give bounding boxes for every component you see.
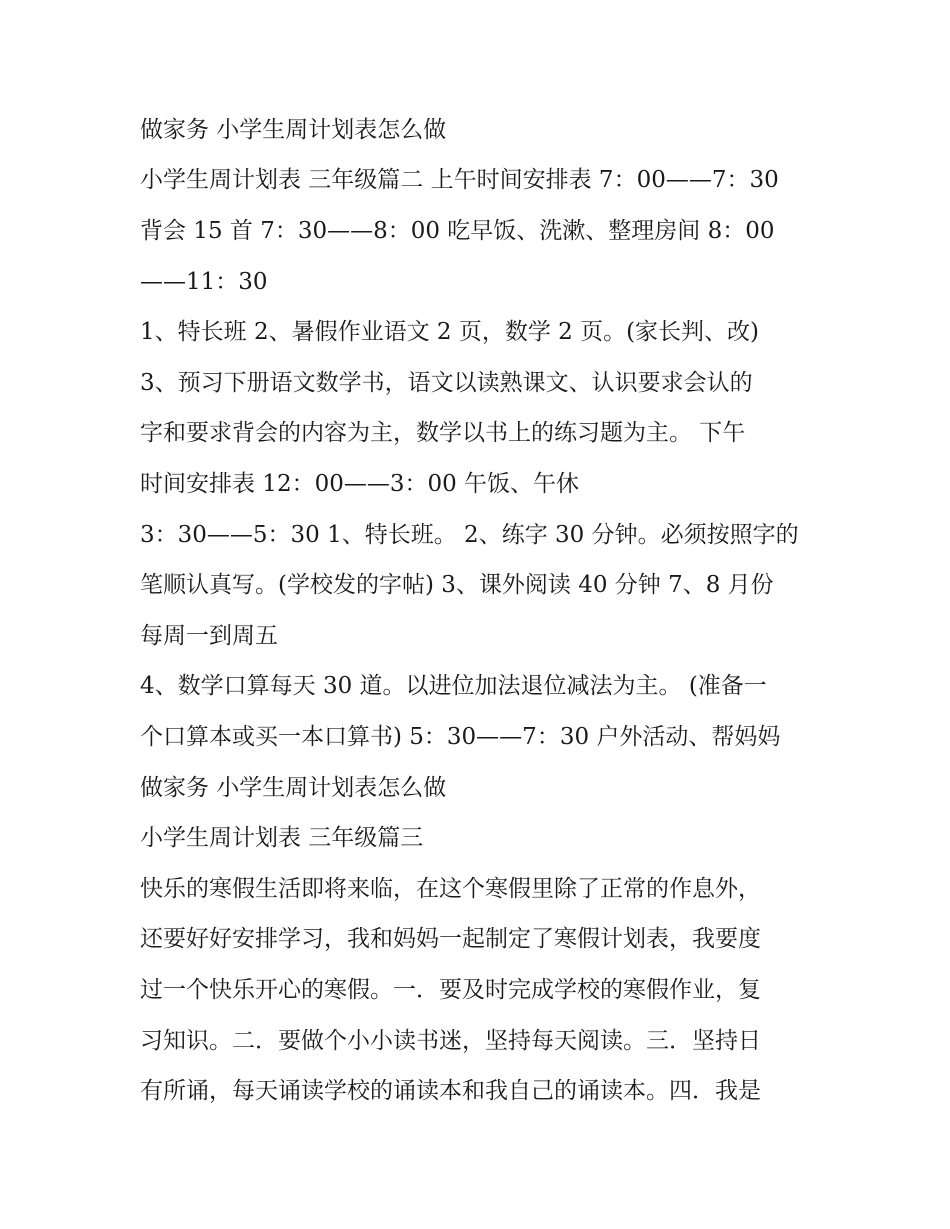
text-line-1: 做家务 小学生周计划表怎么做: [140, 117, 447, 143]
text-line-4: ——11：30: [140, 269, 268, 295]
text-line-3: 背会 15 首 7：30——8：00 吃早饭、洗漱、整理房间 8：00: [140, 218, 775, 244]
text-line-11: 每周一到周五: [140, 623, 278, 649]
text-line-15: 小学生周计划表 三年级篇三: [140, 825, 424, 851]
text-line-17: 还要好好安排学习，我和妈妈一起制定了寒假计划表，我要度: [140, 926, 761, 952]
text-line-8: 时间安排表 12：00——3：00 午饭、午休: [140, 471, 580, 497]
text-line-14: 做家务 小学生周计划表怎么做: [140, 775, 447, 801]
text-line-10: 笔顺认真写。(学校发的字帖) 3、课外阅读 40 分钟 7、8 月份: [140, 572, 774, 598]
text-line-12: 4、数学口算每天 30 道。以进位加法退位减法为主。 (准备一: [140, 673, 767, 699]
text-line-19: 习知识。二．要做个小小读书迷，坚持每天阅读。三．坚持日: [140, 1028, 761, 1054]
text-line-9: 3：30——5：30 1、特长班。 2、练字 30 分钟。必须按照字的: [140, 522, 799, 548]
text-line-5: 1、特长班 2、暑假作业语文 2 页，数学 2 页。(家长判、改): [140, 319, 760, 345]
text-line-2: 小学生周计划表 三年级篇二 上午时间安排表 7：00——7：30: [140, 167, 779, 193]
text-line-18: 过一个快乐开心的寒假。一．要及时完成学校的寒假作业，复: [140, 977, 761, 1003]
text-line-16: 快乐的寒假生活即将来临，在这个寒假里除了正常的作息外，: [140, 876, 761, 902]
text-line-20: 有所诵，每天诵读学校的诵读本和我自己的诵读本。四．我是: [140, 1078, 761, 1104]
text-line-7: 字和要求背会的内容为主，数学以书上的练习题为主。 下午: [140, 420, 746, 446]
text-line-13: 个口算本或买一本口算书) 5：30——7：30 户外活动、帮妈妈: [140, 724, 781, 750]
text-line-6: 3、预习下册语文数学书，语文以读熟课文、认识要求会认的: [140, 370, 753, 396]
